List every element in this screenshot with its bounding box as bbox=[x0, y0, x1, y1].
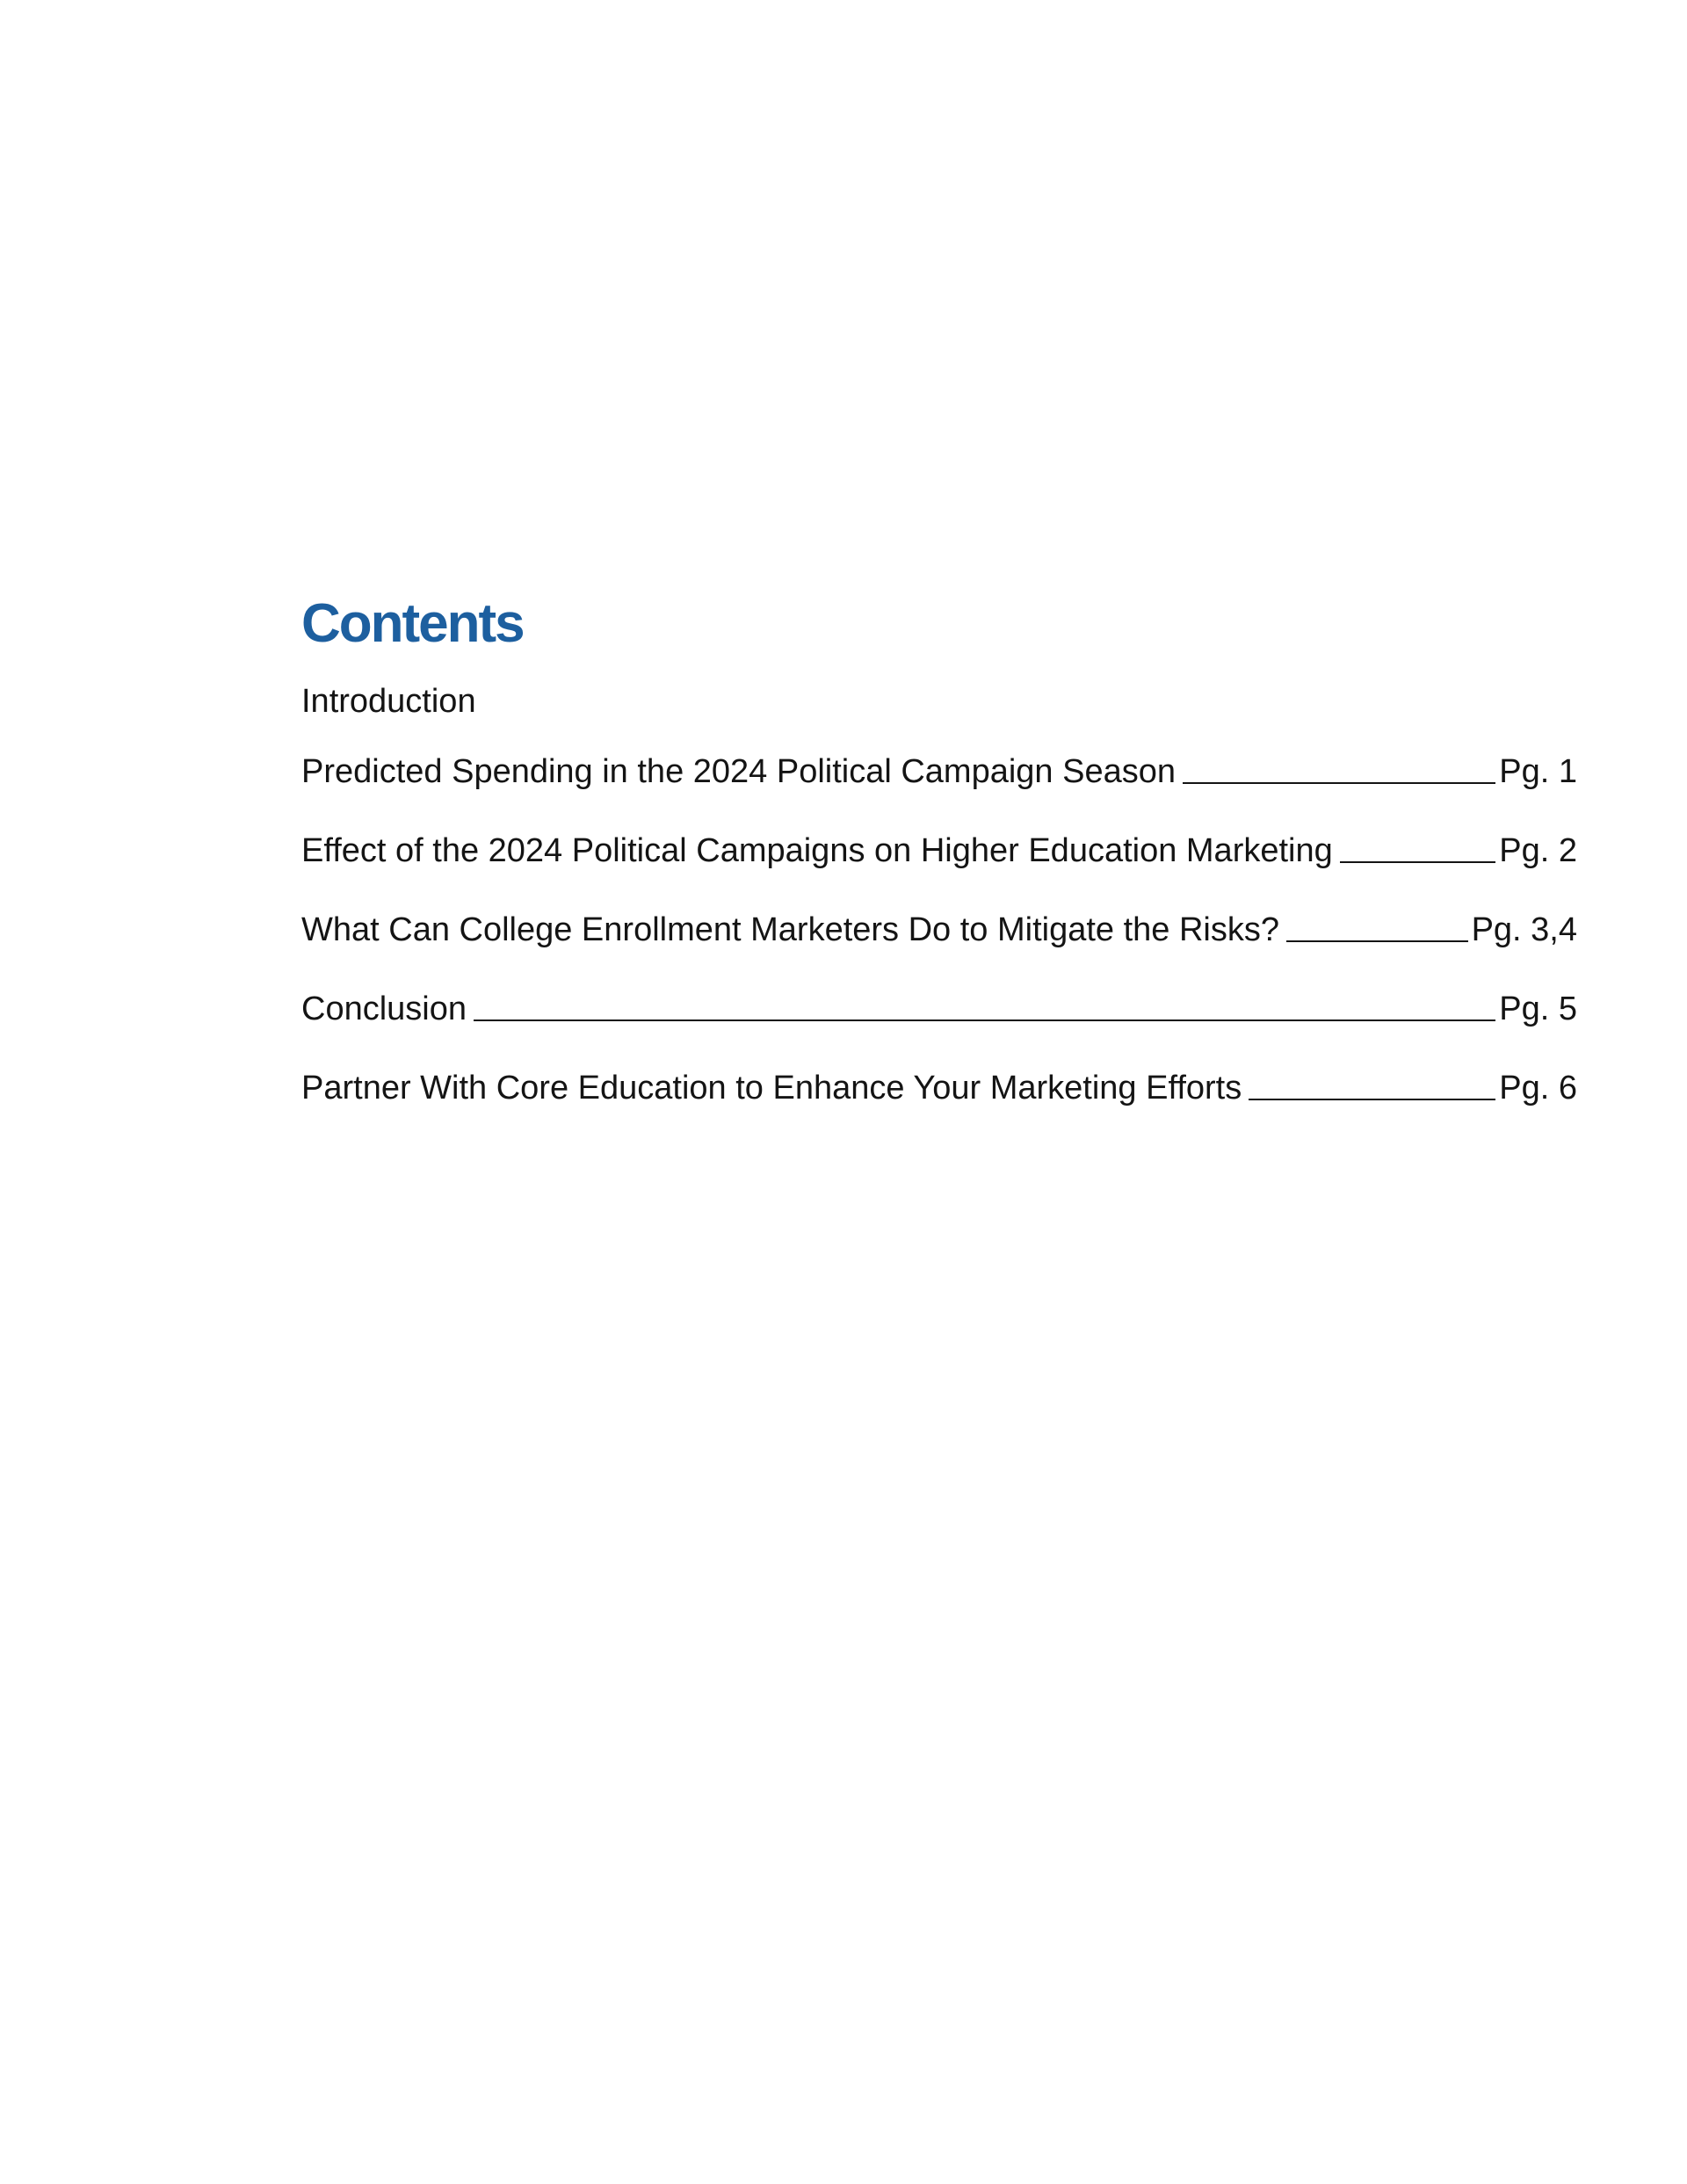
toc-leader-line bbox=[1183, 782, 1495, 784]
toc-entry-conclusion[interactable] bbox=[301, 974, 1577, 1053]
toc-leader-line bbox=[1340, 861, 1496, 863]
toc-entry-page: Pg. 5 bbox=[1499, 990, 1577, 1027]
toc-leader-line bbox=[474, 1019, 1495, 1021]
toc-entry-effect-of-campaigns[interactable] bbox=[301, 816, 1577, 895]
toc-leader-line bbox=[1249, 1099, 1495, 1100]
toc-entry-label: What Can College Enrollment Marketers Do to Mitigate the Risks? bbox=[301, 911, 1280, 948]
toc-entry-partner[interactable] bbox=[301, 1053, 1577, 1132]
toc-entry-page: Pg. 1 bbox=[1499, 753, 1577, 790]
toc-entry-mitigate-risks[interactable] bbox=[301, 895, 1577, 974]
toc-entry-label: Introduction bbox=[301, 683, 476, 720]
toc-entry-page: Pg. 3,4 bbox=[1471, 911, 1577, 948]
toc-entry-label: Effect of the 2024 Political Campaigns on Higher Education Marketing bbox=[301, 832, 1333, 869]
page-title: Contents bbox=[301, 593, 524, 654]
toc-entry-predicted-spending[interactable] bbox=[301, 736, 1577, 816]
toc-entry-page: Pg. 6 bbox=[1499, 1070, 1577, 1107]
toc-entry-label: Conclusion bbox=[301, 990, 467, 1027]
toc-entry-label: Partner With Core Education to Enhance Your Marketing Efforts bbox=[301, 1070, 1242, 1107]
table-of-contents bbox=[301, 587, 1577, 1132]
toc-leader-line bbox=[1286, 940, 1468, 942]
toc-entry-page: Pg. 2 bbox=[1499, 832, 1577, 869]
toc-list bbox=[301, 682, 1577, 1132]
toc-entry-introduction[interactable] bbox=[301, 682, 1577, 736]
toc-entry-label: Predicted Spending in the 2024 Political Campaign Season bbox=[301, 753, 1176, 790]
